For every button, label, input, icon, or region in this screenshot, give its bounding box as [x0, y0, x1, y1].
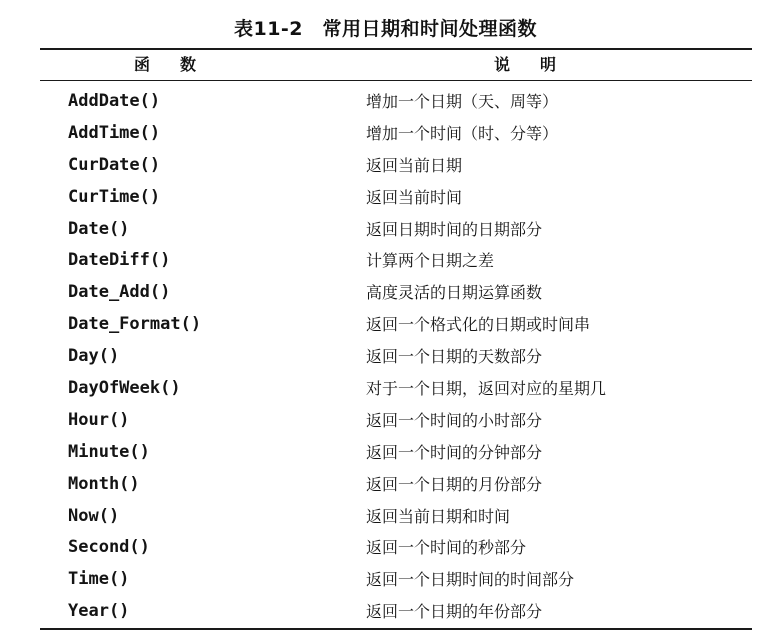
table-body — [40, 86, 752, 628]
table-row — [40, 564, 752, 596]
function-description: 返回当前日期 — [366, 155, 463, 175]
function-description: 返回一个格式化的日期或时间串 — [366, 315, 591, 335]
function-name: Date() — [68, 218, 130, 239]
table-header-row — [40, 50, 752, 80]
function-name: AddDate() — [68, 91, 161, 111]
function-name: CurTime() — [68, 186, 161, 207]
function-name: Time() — [68, 569, 130, 590]
table-row — [40, 86, 752, 118]
function-description: 返回一个日期的月份部分 — [366, 474, 543, 494]
table-row — [40, 437, 752, 469]
function-description: 返回一个日期时间的时间部分 — [366, 570, 575, 590]
function-description: 返回一个时间的秒部分 — [366, 538, 527, 558]
function-name: DateDiff() — [68, 250, 171, 271]
table-row — [40, 501, 752, 533]
table-row — [40, 150, 752, 182]
function-description: 计算两个日期之差 — [366, 251, 495, 271]
column-header-function: 函数 — [133, 55, 226, 74]
function-name: Date_Format() — [68, 314, 202, 335]
table-row — [40, 532, 752, 564]
function-description: 对于一个日期，返回对应的星期几 — [366, 379, 607, 399]
function-description: 增加一个日期（天、周等） — [366, 92, 559, 111]
table-row — [40, 182, 752, 214]
function-description: 返回当前日期和时间 — [366, 506, 511, 526]
function-description: 高度灵活的日期运算函数 — [366, 283, 543, 303]
function-name: AddTime() — [68, 122, 161, 143]
table-row — [40, 277, 752, 309]
function-description: 返回一个日期的年份部分 — [366, 602, 543, 622]
function-name: Year() — [68, 601, 130, 622]
function-name: Second() — [68, 537, 150, 558]
function-name: CurDate() — [68, 154, 161, 175]
function-description: 返回当前时间 — [366, 187, 463, 207]
table-bottom-rule — [40, 628, 752, 630]
table-row — [40, 245, 752, 277]
table-row — [40, 118, 752, 150]
table-row — [40, 341, 752, 373]
function-description: 返回一个日期的天数部分 — [366, 347, 543, 367]
table-row — [40, 469, 752, 501]
function-description: 增加一个时间（时、分等） — [366, 123, 559, 143]
table-row — [40, 309, 752, 341]
function-description: 返回一个时间的小时部分 — [366, 410, 543, 430]
function-name: Hour() — [68, 409, 130, 430]
function-name: Date_Add() — [68, 282, 171, 303]
function-name: Minute() — [68, 441, 150, 462]
function-name: Month() — [68, 473, 140, 494]
table-header-rule — [40, 80, 752, 81]
function-description: 返回一个时间的分钟部分 — [366, 442, 543, 462]
table-row — [40, 405, 752, 437]
table-row — [40, 214, 752, 246]
table-row — [40, 596, 752, 628]
function-name: DayOfWeek() — [68, 378, 181, 399]
column-header-description: 说明 — [493, 55, 586, 74]
table-row — [40, 373, 752, 405]
function-name: Now() — [68, 505, 120, 526]
table-caption: 表11-2 常用日期和时间处理函数 — [233, 18, 538, 40]
function-name: Day() — [68, 346, 120, 367]
function-description: 返回日期时间的日期部分 — [366, 219, 543, 239]
